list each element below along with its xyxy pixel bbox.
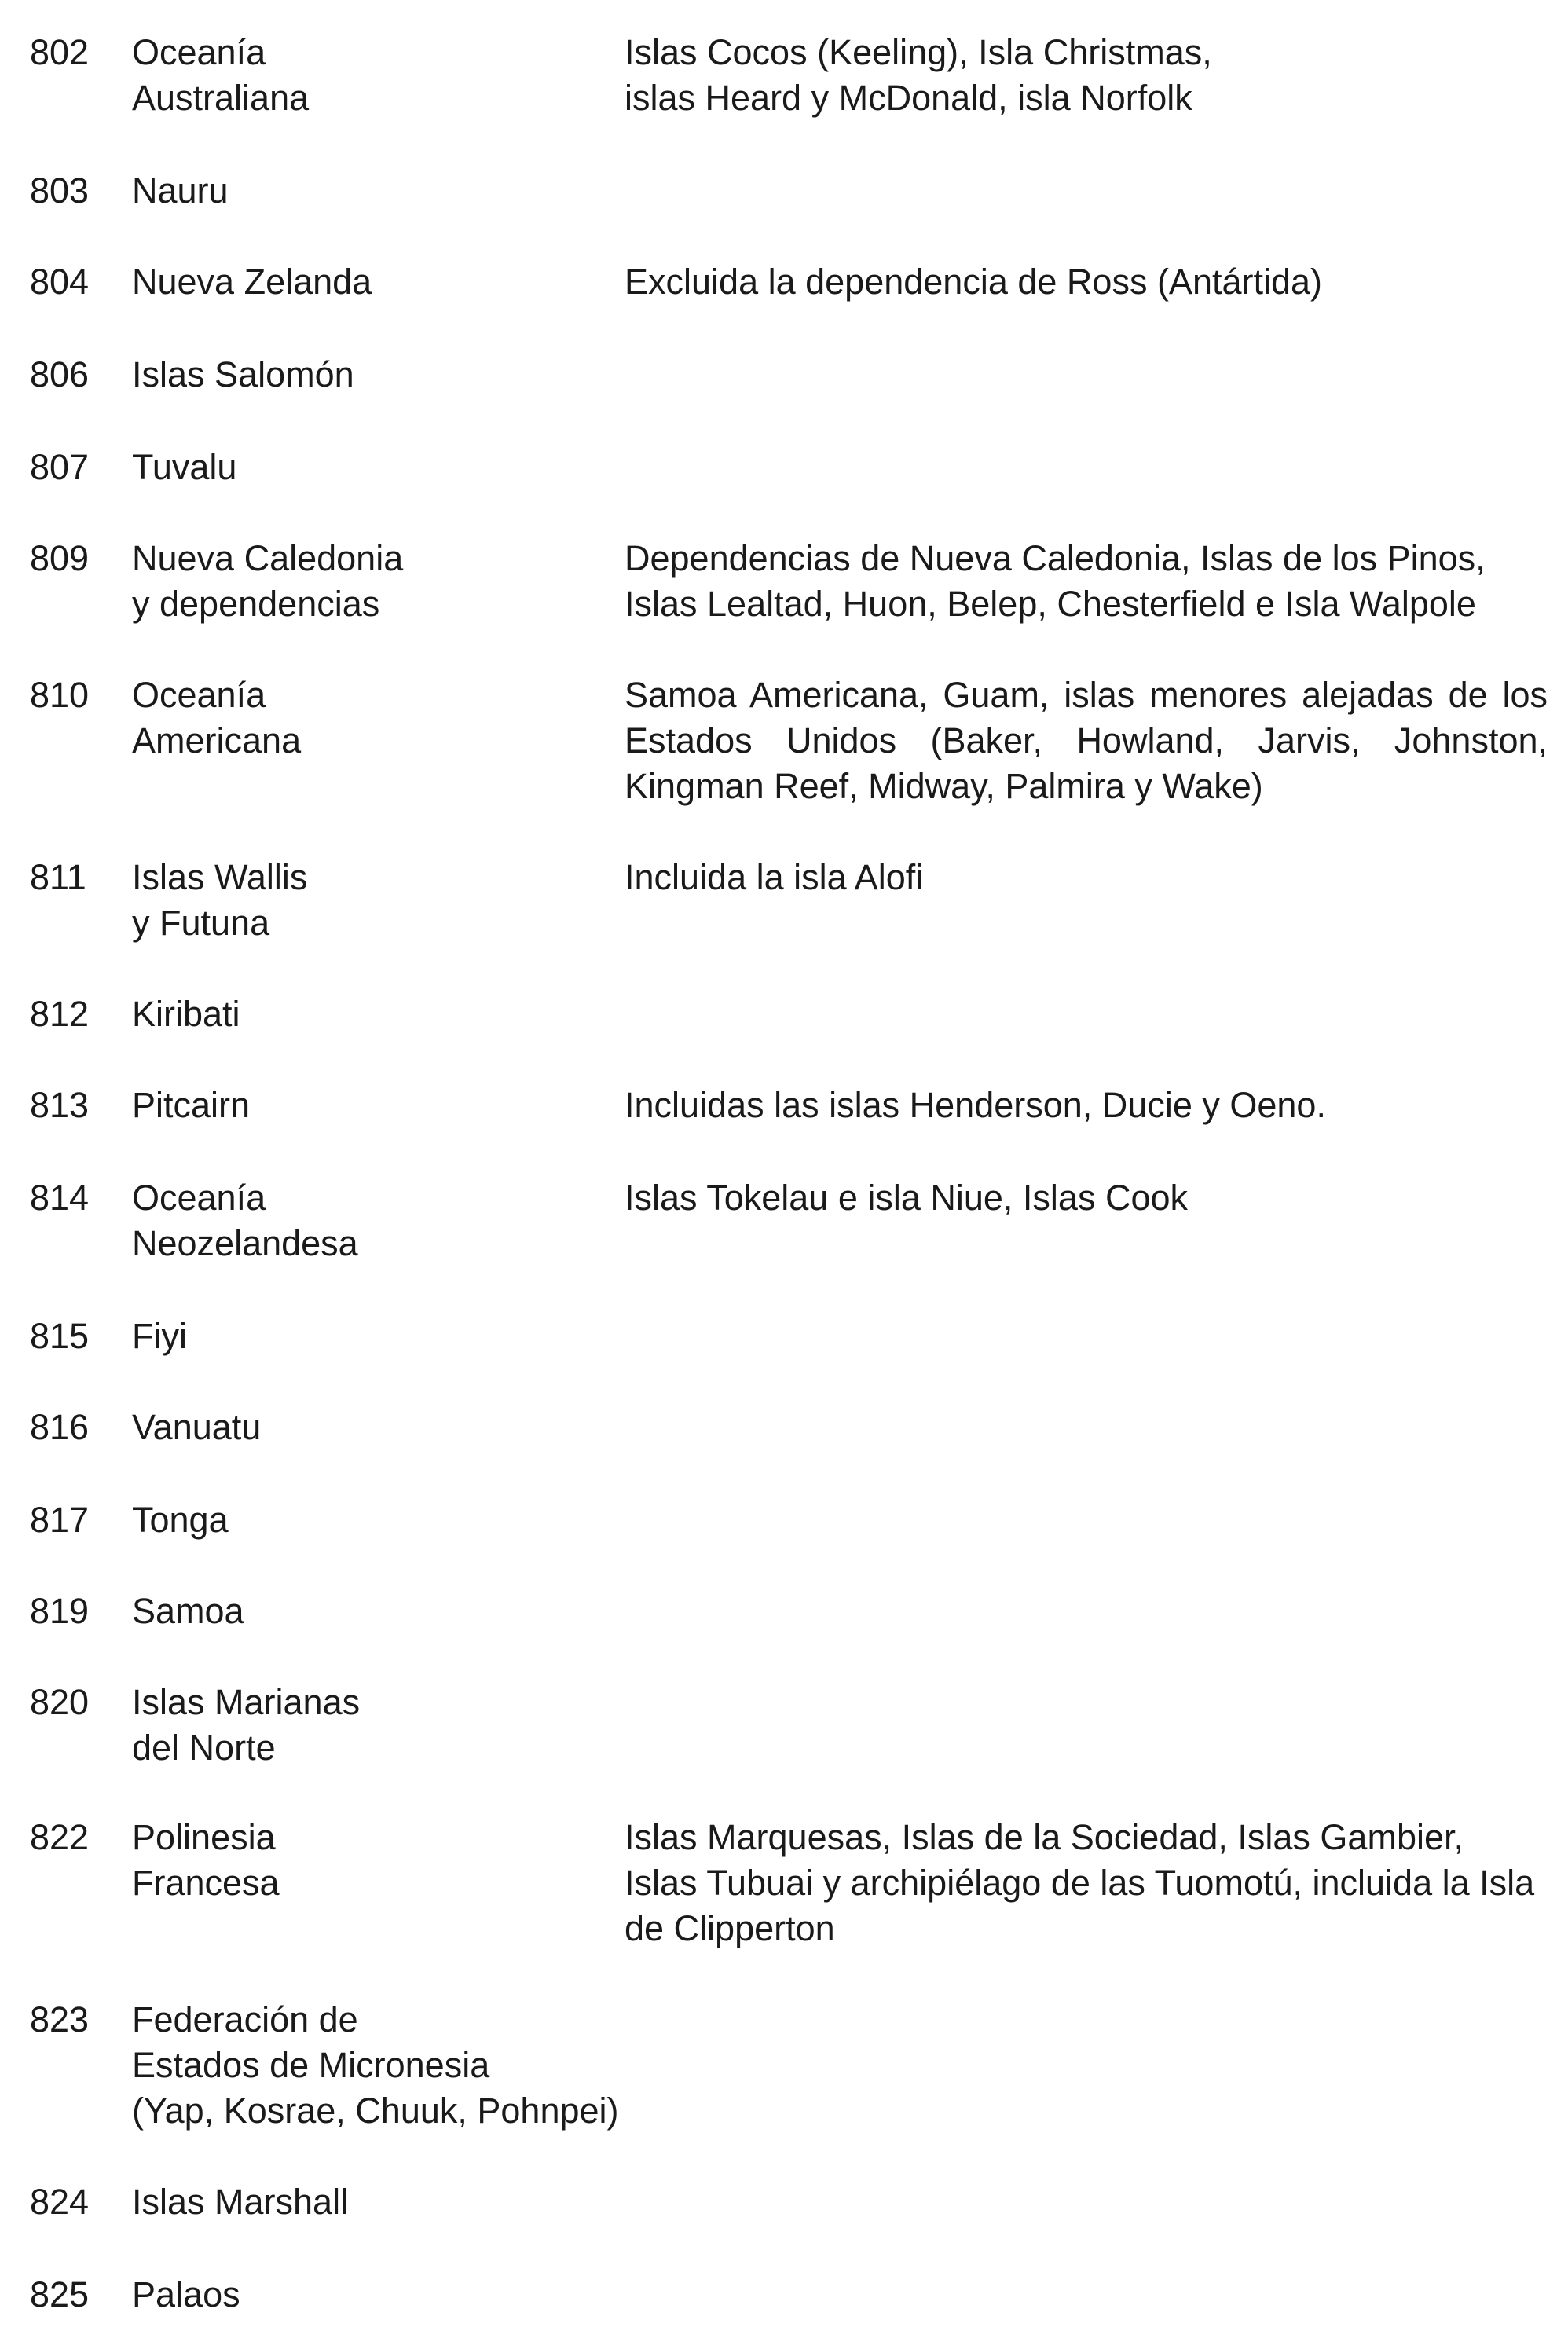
- entry-name: Islas Wallis y Futuna: [132, 857, 308, 943]
- entry-code: 811: [30, 857, 86, 897]
- entry-description: Islas Cocos (Keeling), Isla Christmas, islas Heard y McDonald, isla Norfolk: [625, 32, 1212, 118]
- entry-name: Oceanía Neozelandesa: [132, 1178, 358, 1263]
- entry-description: Islas Tokelau e isla Niue, Islas Cook: [625, 1178, 1189, 1218]
- entry-code: 823: [30, 1999, 90, 2039]
- entry-name: Tonga: [132, 1500, 229, 1540]
- entry-code: 815: [30, 1316, 90, 1356]
- entry-name: Kiribati: [132, 994, 240, 1034]
- entry-code: 809: [30, 538, 90, 578]
- entry-name: Oceanía Americana: [132, 675, 302, 760]
- entry-name: Pitcairn: [132, 1085, 251, 1125]
- entry-code: 822: [30, 1817, 90, 1857]
- entry-code: 825: [30, 2274, 90, 2314]
- entry-name: Vanuatu: [132, 1407, 262, 1447]
- entry-name: Islas Salomón: [132, 354, 354, 394]
- entry-code: 810: [30, 675, 90, 715]
- entry-name: Polinesia Francesa: [132, 1817, 280, 1903]
- entry-code: 806: [30, 354, 90, 394]
- entry-name: Islas Marianas del Norte: [132, 1682, 361, 1768]
- entry-description: Samoa Americana, Guam, islas menores alejadas de los Estados Unidos (Baker, Howland, Jarvis, Johnston, Kingman Reef, Midway, Palmira y Wake): [625, 675, 1548, 806]
- entry-description: Incluida la isla Alofi: [625, 857, 924, 897]
- entry-code: 802: [30, 32, 90, 72]
- entry-name: Federación de Estados de Micronesia (Yap, Kosrae, Chuuk, Pohnpei): [132, 1999, 619, 2131]
- entry-name: Samoa: [132, 1591, 244, 1631]
- entry-code: 824: [30, 2182, 90, 2222]
- entry-code: 804: [30, 262, 90, 302]
- entry-code: 813: [30, 1085, 90, 1125]
- entry-name: Fiyi: [132, 1316, 187, 1356]
- entry-description: Islas Marquesas, Islas de la Sociedad, Islas Gambier, Islas Tubuai y archipiélago de las Tuomotú, incluida la Isla de Clipperton: [625, 1817, 1535, 1948]
- entry-code: 819: [30, 1591, 90, 1631]
- entry-code: 812: [30, 994, 90, 1034]
- entry-description: Dependencias de Nueva Caledonia, Islas de los Pinos, Islas Lealtad, Huon, Belep, Chesterfield e Isla Walpole: [625, 538, 1486, 624]
- entry-code: 814: [30, 1178, 90, 1218]
- entry-code: 803: [30, 170, 90, 211]
- entry-name: Nauru: [132, 170, 229, 211]
- entry-name: Tuvalu: [132, 447, 237, 487]
- entry-code: 820: [30, 1682, 90, 1722]
- entry-code: 817: [30, 1500, 90, 1540]
- entry-name: Nueva Caledonia y dependencias: [132, 538, 404, 624]
- entry-description: Excluida la dependencia de Ross (Antártida): [625, 262, 1323, 302]
- entry-name: Islas Marshall: [132, 2182, 349, 2222]
- entry-code: 807: [30, 447, 90, 487]
- entry-description: Incluidas las islas Henderson, Ducie y Oeno.: [625, 1085, 1326, 1125]
- entry-name: Palaos: [132, 2274, 240, 2314]
- entry-name: Nueva Zelanda: [132, 262, 372, 302]
- entry-code: 816: [30, 1407, 90, 1447]
- entry-name: Oceanía Australiana: [132, 32, 310, 118]
